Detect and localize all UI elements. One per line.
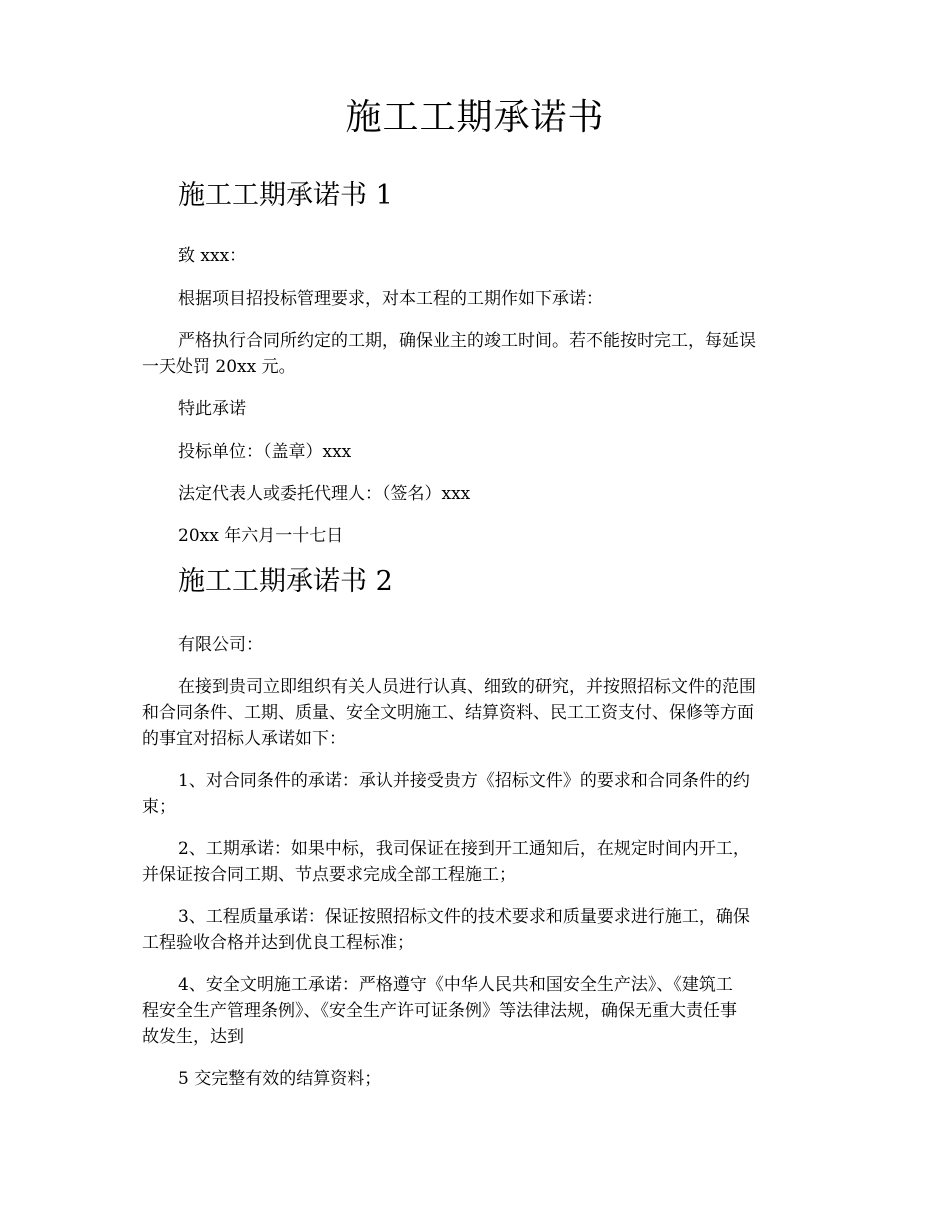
section-2-item-5-line-1: 5 交完整有效的结算资料； xyxy=(178,1069,382,1089)
section-2-item-2-line-1: 2、工期承诺：如果中标，我司保证在接到开工通知后，在规定时间内开工， xyxy=(178,839,750,859)
section-2-item-1-line-2: 束； xyxy=(142,797,176,817)
section-1-representative: 法定代表人或委托代理人：（签名）xxx xyxy=(178,484,471,504)
section-2-item-3-line-1: 3、工程质量承诺：保证按照招标文件的技术要求和质量要求进行施工，确保 xyxy=(178,907,750,927)
section-2-heading: 施工工期承诺书 2 xyxy=(178,566,393,597)
section-1-bidder: 投标单位：（盖章）xxx xyxy=(178,442,352,462)
section-2-intro-line-1: 在接到贵司立即组织有关人员进行认真、细致的研究，并按照招标文件的范围 xyxy=(178,677,756,697)
section-2-item-4-line-1: 4、安全文明施工承诺：严格遵守《中华人民共和国安全生产法》、《建筑工 xyxy=(178,975,733,995)
section-1-closing: 特此承诺 xyxy=(178,399,246,419)
section-2-item-4-line-3: 故发生，达到 xyxy=(142,1027,244,1047)
section-1-commitment-line-2: 一天处罚 20xx 元。 xyxy=(142,357,296,377)
section-2-item-4-line-2: 程安全生产管理条例》、《安全生产许可证条例》等法律法规，确保无重大责任事 xyxy=(142,1001,737,1021)
section-1-commitment-line-1: 严格执行合同所约定的工期，确保业主的竣工时间。若不能按时完工，每延误 xyxy=(178,331,756,351)
section-1-salutation: 致 xxx： xyxy=(178,246,247,266)
section-2-salutation: 有限公司： xyxy=(178,635,263,655)
section-2-item-2-line-2: 并保证按合同工期、节点要求完成全部工程施工； xyxy=(142,865,516,885)
section-2-item-1-line-1: 1、对合同条件的承诺：承认并接受贵方《招标文件》的要求和合同条件的约 xyxy=(178,771,750,791)
section-2-intro-line-3: 的事宜对招标人承诺如下： xyxy=(142,729,346,749)
section-1-date: 20xx 年六月一十七日 xyxy=(178,526,344,546)
document-title: 施工工期承诺书 xyxy=(345,97,605,138)
section-1-heading: 施工工期承诺书 1 xyxy=(178,180,393,211)
section-2-intro-line-2: 和合同条件、工期、质量、安全文明施工、结算资料、民工工资支付、保修等方面 xyxy=(142,703,754,723)
section-2-item-3-line-2: 工程验收合格并达到优良工程标准； xyxy=(142,933,414,953)
section-1-intro: 根据项目招投标管理要求，对本工程的工期作如下承诺： xyxy=(178,289,603,309)
